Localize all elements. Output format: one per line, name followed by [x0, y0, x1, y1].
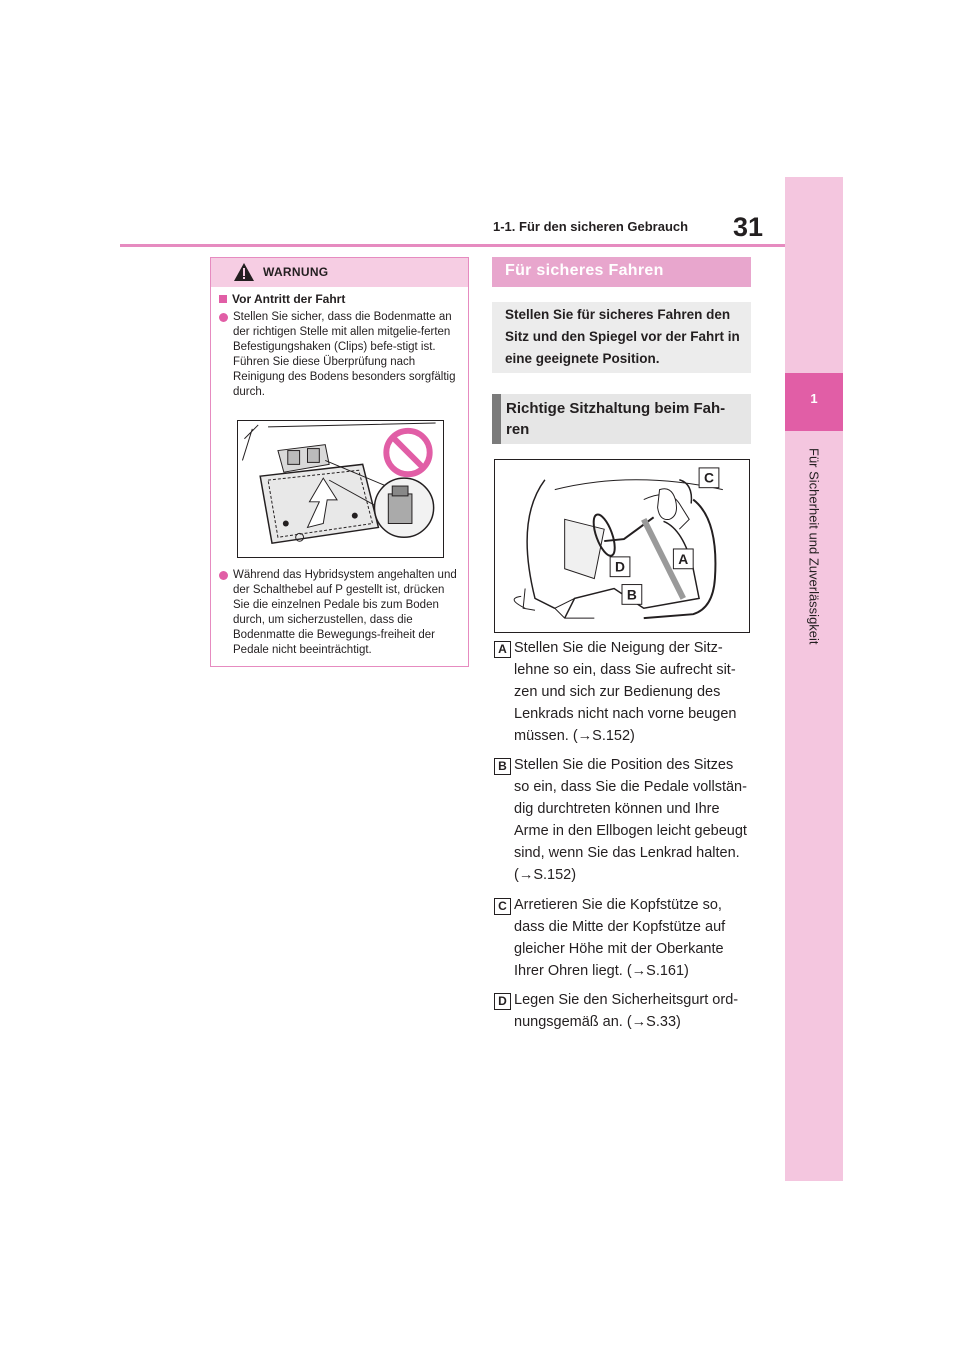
item-text: Stellen Sie die Position des Sitzes so ein, dass Sie die Pedale vollstän-dig durchtreten können und Ihre Arme in den Ellbogen leicht gebeugt sind, wenn Sie das Lenkrad halten. (→S.152)	[514, 757, 747, 883]
page-number: 31	[733, 212, 764, 242]
subheading-box	[492, 394, 751, 444]
item-badge: C	[494, 898, 511, 915]
item-badge: D	[494, 993, 511, 1010]
section-banner-text: Für sicheres Fahren	[505, 262, 664, 279]
floor-mat-illustration	[237, 420, 444, 558]
item-badge: A	[494, 641, 511, 658]
round-bullet-icon	[219, 571, 228, 580]
item-badge: B	[494, 758, 511, 775]
item-text: Legen Sie den Sicherheitsgurt ord-nungsgemäß an. (→S.33)	[514, 992, 739, 1030]
square-bullet-icon	[219, 295, 227, 303]
round-bullet-icon	[219, 313, 228, 322]
warning-subtitle-text: Vor Antritt der Fahrt	[232, 292, 346, 306]
warning-title: WARNUNG	[263, 265, 329, 279]
subheading-bar	[492, 394, 501, 444]
item-text: Arretieren Sie die Kopfstütze so, dass die Mitte der Kopfstütze auf gleicher Höhe mit der Oberkante Ihrer Ohren liegt. (→S.161)	[514, 897, 726, 979]
warning-triangle-icon	[233, 262, 255, 282]
warning-item-text: Stellen Sie sicher, dass die Bodenmatte an der richtigen Stelle mit allen mitgelie-ferten Befestigungshaken (Clips) befe-stigt ist. Führen Sie diese Überprüfung nach Reinigung des Bodens besonders sorgfältig durch.	[233, 311, 456, 398]
side-tab-title: Für Sicherheit und Zuverlässigkeit	[806, 448, 822, 645]
intro-text: Stellen Sie für sicheres Fahren den Sitz und den Spiegel vor der Fahrt in eine geeignete Position.	[505, 307, 740, 366]
warning-item	[219, 568, 464, 658]
section-banner	[492, 257, 751, 287]
subheading-text: Richtige Sitzhaltung beim Fah-ren	[506, 400, 726, 438]
header-rule	[120, 244, 785, 247]
illustration-label: C	[703, 469, 714, 486]
warning-header	[211, 258, 468, 287]
seating-position-illustration	[494, 459, 750, 633]
illustration-label: D	[615, 558, 626, 575]
warning-box	[210, 257, 469, 667]
warning-item	[219, 310, 464, 400]
section-heading: 1-1. Für den sicheren Gebrauch	[493, 219, 689, 234]
illustration-label: B	[626, 586, 637, 603]
intro-box	[492, 302, 751, 373]
warning-item-text: Während das Hybridsystem angehalten und der Schalthebel auf P gestellt ist, drücken Sie die einzelnen Pedale bis zum Boden durch, um sicherzustellen, dass die Bodenmatte die Bewegungs-freiheit der Pedale nicht beeinträchtigt.	[233, 569, 457, 656]
illustration-label: A	[678, 550, 689, 567]
side-tab-number: 1	[810, 391, 818, 406]
warning-subtitle	[219, 292, 345, 306]
item-text: Stellen Sie die Neigung der Sitz-lehne so ein, dass Sie aufrecht sit-zen und sich zur Bedienung des Lenkrads nicht nach vorne beugen müssen. (→S.152)	[514, 640, 737, 744]
